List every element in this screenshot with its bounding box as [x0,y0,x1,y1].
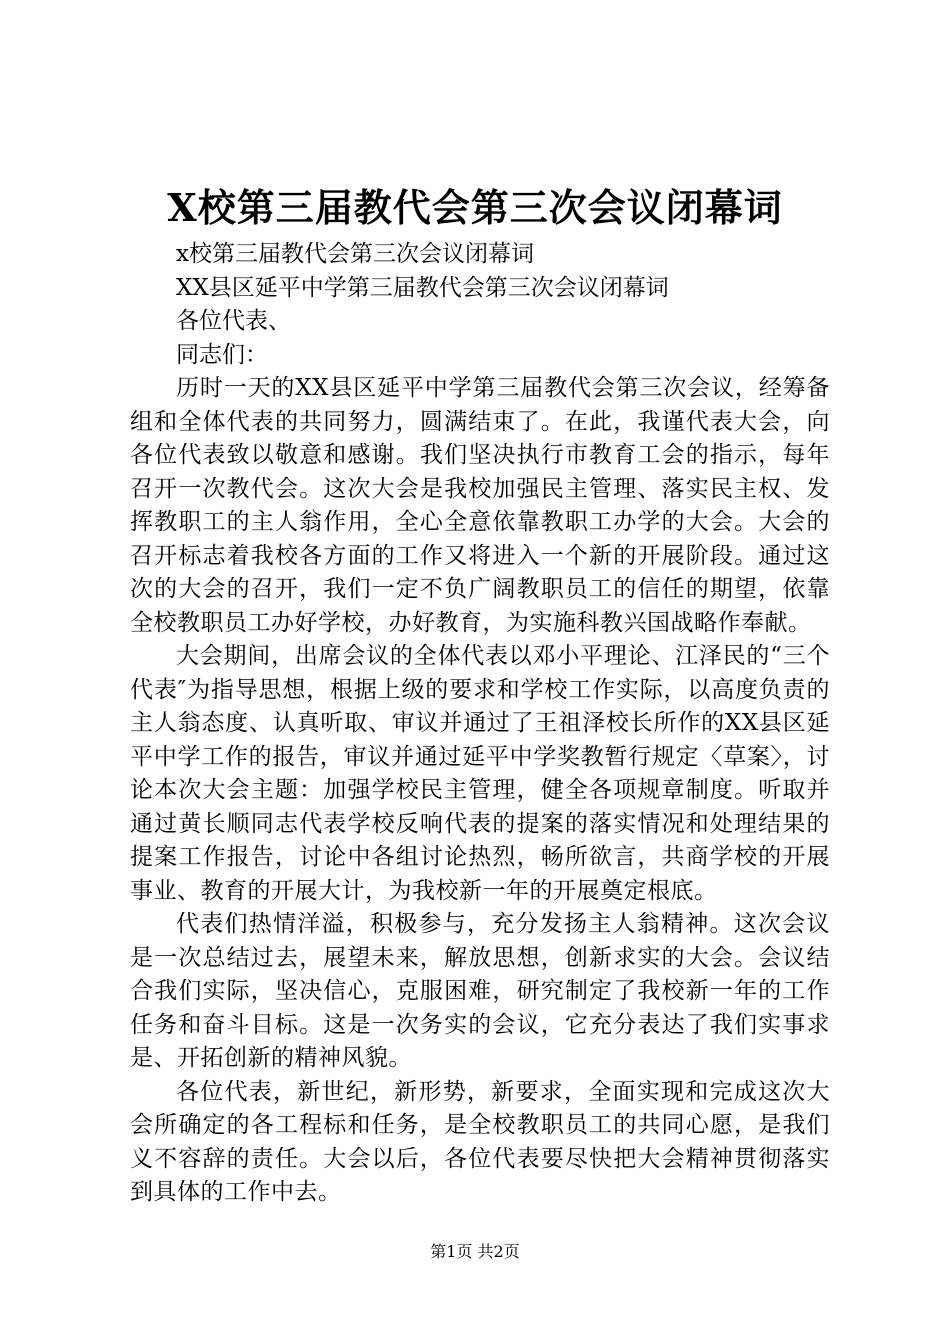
document-heading: XX县区延平中学第三届教代会第三次会议闭幕词 [176,274,669,301]
document-title: X校第三届教代会第三次会议闭幕词 [167,185,783,230]
page-footer: 第1页 共2页 [430,1242,520,1261]
paragraph-meeting-period: 大会期间，出席会议的全体代表以邓小平理论、江泽民的“三个代表″为指导思想，根据上级的要求和学校工作实际，以高度负责的主人翁态度、认真听取、审议并通过了王祖泽校长所作的XX县区延平中学工作的报告，审议并通过延平中学奖教暂行规定〈草案〉，讨论本次大会主题：加强学校民主管理，健全各项规章制度。听取并通过黄长顺同志代表学校反响代表的提案的落实情况和处理结果的提案工作报告，讨论中各组讨论热烈，畅所欲言，共商学校的开展事业、教育的开展大计，为我校新一年的开展奠定根底。 [130,643,830,904]
paragraph-opening: 历时一天的XX县区延平中学第三届教代会第三次会议，经筹备组和全体代表的共同努力，圆满结束了。在此，我谨代表大会，向各位代表致以敬意和感谢。我们坚决执行市教育工会的指示，每年召开一次教代会。这次大会是我校加强民主管理、落实民主权、发挥教职工的主人翁作用，全心全意依靠教职工办学的大会。大会的召开标志着我校各方面的工作又将进入一个新的开展阶段。通过这次的大会的召开，我们一定不负广阔教职员工的信任的期望，依靠全校教职员工办好学校，办好教育，为实施科教兴国战略作奉献。 [130,375,830,636]
document-body [130,238,830,1210]
document-subtitle: x校第三届教代会第三次会议闭幕词 [176,241,534,267]
paragraph-closing: 各位代表，新世纪，新形势，新要求，全面实现和完成这次大会所确定的各工程标和任务，是全校教职员工的共同心愿，是我们义不容辞的责任。大会以后，各位代表要尽快把大会精神贯彻落实到具体的工作中去。 [130,1078,830,1205]
salutation-representatives: 各位代表、 [176,308,291,334]
paragraph-representatives: 代表们热情洋溢，积极参与，充分发扬主人翁精神。这次会议是一次总结过去，展望未来，解放思想，创新求实的大会。会议结合我们实际，坚决信心，克服困难，研究制定了我校新一年的工作任务和奋斗目标。这是一次务实的会议，它充分表达了我们实事求是、开拓创新的精神风貌。 [130,911,830,1071]
salutation-comrades: 同志们： [176,341,268,368]
